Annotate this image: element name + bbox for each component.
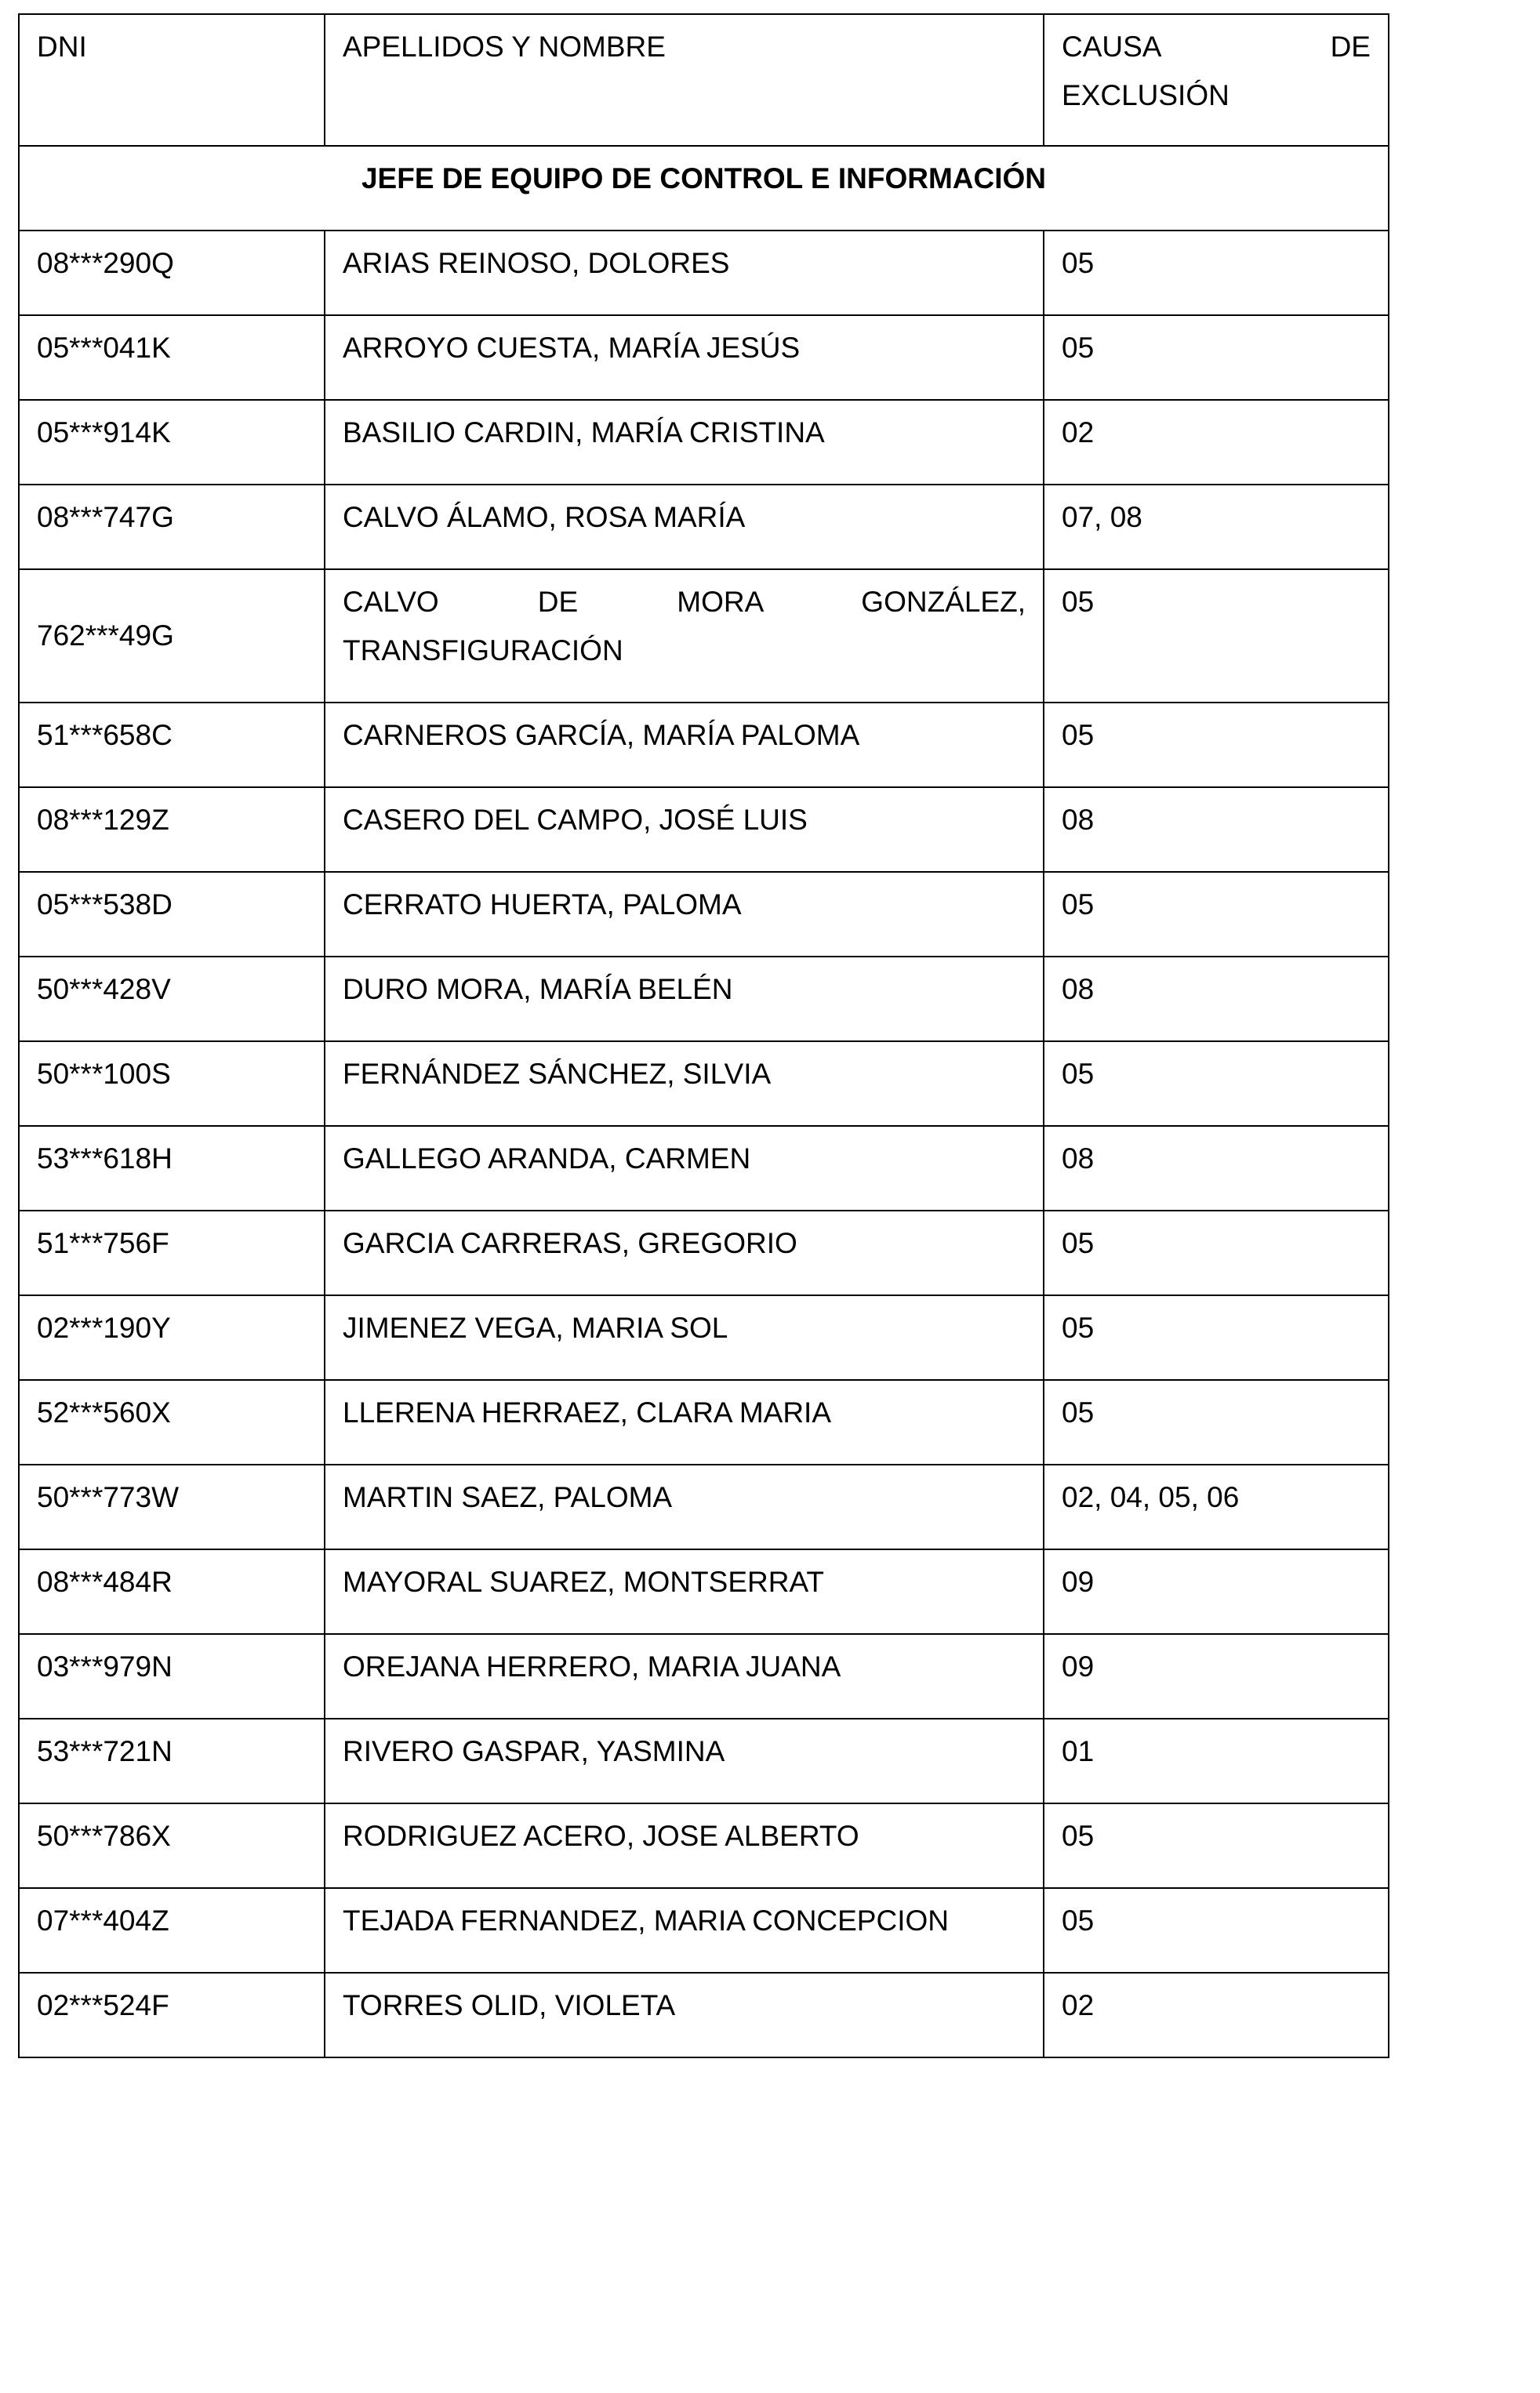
name-cell: DURO MORA, MARÍA BELÉN — [325, 957, 1044, 1041]
section-title: JEFE DE EQUIPO DE CONTROL E INFORMACIÓN — [19, 146, 1389, 231]
dni-cell: 08***747G — [19, 485, 325, 569]
name-cell: FERNÁNDEZ SÁNCHEZ, SILVIA — [325, 1041, 1044, 1126]
cause-cell: 05 — [1044, 1295, 1389, 1380]
cause-cell: 09 — [1044, 1549, 1389, 1634]
name-cell: MARTIN SAEZ, PALOMA — [325, 1465, 1044, 1549]
name-cell: CASERO DEL CAMPO, JOSÉ LUIS — [325, 787, 1044, 872]
name-cell: ARIAS REINOSO, DOLORES — [325, 231, 1044, 315]
dni-cell: 51***756F — [19, 1211, 325, 1295]
dni-cell: 07***404Z — [19, 1888, 325, 1973]
dni-cell: 51***658C — [19, 703, 325, 787]
name-cell: TEJADA FERNANDEZ, MARIA CONCEPCION — [325, 1888, 1044, 1973]
name-cell: CALVO ÁLAMO, ROSA MARÍA — [325, 485, 1044, 569]
name-cell: RODRIGUEZ ACERO, JOSE ALBERTO — [325, 1803, 1044, 1888]
table-row — [19, 1295, 1389, 1380]
dni-cell: 08***129Z — [19, 787, 325, 872]
table-row — [19, 315, 1389, 400]
table-row — [19, 1380, 1389, 1465]
cause-cell: 05 — [1044, 1380, 1389, 1465]
name-cell: BASILIO CARDIN, MARÍA CRISTINA — [325, 400, 1044, 485]
name-cell: JIMENEZ VEGA, MARIA SOL — [325, 1295, 1044, 1380]
table-row — [19, 1211, 1389, 1295]
table-row — [19, 485, 1389, 569]
section-row — [19, 146, 1389, 231]
name-cell: GALLEGO ARANDA, CARMEN — [325, 1126, 1044, 1211]
dni-cell: 50***100S — [19, 1041, 325, 1126]
header-cause — [1044, 14, 1389, 146]
cause-cell: 05 — [1044, 1803, 1389, 1888]
cause-cell: 05 — [1044, 872, 1389, 957]
cause-cell: 05 — [1044, 1211, 1389, 1295]
table-row — [19, 1126, 1389, 1211]
name-cell: CARNEROS GARCÍA, MARÍA PALOMA — [325, 703, 1044, 787]
name-cell: OREJANA HERRERO, MARIA JUANA — [325, 1634, 1044, 1719]
cause-cell: 02 — [1044, 400, 1389, 485]
name-cell: MAYORAL SUAREZ, MONTSERRAT — [325, 1549, 1044, 1634]
name-cell: CERRATO HUERTA, PALOMA — [325, 872, 1044, 957]
table-row — [19, 1465, 1389, 1549]
cause-cell: 08 — [1044, 957, 1389, 1041]
table-row — [19, 1549, 1389, 1634]
cause-cell: 08 — [1044, 787, 1389, 872]
cause-cell: 05 — [1044, 231, 1389, 315]
name-cell: ARROYO CUESTA, MARÍA JESÚS — [325, 315, 1044, 400]
header-dni: DNI — [19, 14, 325, 146]
dni-cell: 05***041K — [19, 315, 325, 400]
name-cell — [325, 569, 1044, 703]
cause-cell: 02 — [1044, 1973, 1389, 2057]
table-row — [19, 957, 1389, 1041]
dni-cell: 52***560X — [19, 1380, 325, 1465]
dni-cell: 53***618H — [19, 1126, 325, 1211]
header-name: APELLIDOS Y NOMBRE — [325, 14, 1044, 146]
cause-cell: 08 — [1044, 1126, 1389, 1211]
name-cell: TORRES OLID, VIOLETA — [325, 1973, 1044, 2057]
table-row — [19, 872, 1389, 957]
dni-cell: 05***538D — [19, 872, 325, 957]
name-line1: CALVO DE MORA GONZÁLEZ, — [343, 586, 1026, 618]
table-row — [19, 1719, 1389, 1803]
table-row — [19, 1888, 1389, 1973]
cause-cell: 05 — [1044, 569, 1389, 703]
cause-cell: 05 — [1044, 1888, 1389, 1973]
table-row — [19, 569, 1389, 703]
dni-cell: 05***914K — [19, 400, 325, 485]
dni-cell: 762***49G — [19, 569, 325, 703]
cause-cell: 01 — [1044, 1719, 1389, 1803]
table-row — [19, 400, 1389, 485]
name-line2: TRANSFIGURACIÓN — [343, 634, 623, 666]
table-row — [19, 1634, 1389, 1719]
dni-cell: 02***524F — [19, 1973, 325, 2057]
table-row — [19, 1803, 1389, 1888]
cause-cell: 05 — [1044, 315, 1389, 400]
dni-cell: 02***190Y — [19, 1295, 325, 1380]
cause-cell: 02, 04, 05, 06 — [1044, 1465, 1389, 1549]
table-row — [19, 703, 1389, 787]
table-row — [19, 787, 1389, 872]
dni-cell: 08***290Q — [19, 231, 325, 315]
name-cell: LLERENA HERRAEZ, CLARA MARIA — [325, 1380, 1044, 1465]
dni-cell: 50***428V — [19, 957, 325, 1041]
cause-cell: 05 — [1044, 1041, 1389, 1126]
table-row — [19, 231, 1389, 315]
cause-cell: 05 — [1044, 703, 1389, 787]
name-cell: GARCIA CARRERAS, GREGORIO — [325, 1211, 1044, 1295]
exclusion-table — [18, 13, 1389, 2058]
header-cause-line2: EXCLUSIÓN — [1062, 79, 1229, 111]
table-header-row — [19, 14, 1389, 146]
cause-cell: 07, 08 — [1044, 485, 1389, 569]
dni-cell: 53***721N — [19, 1719, 325, 1803]
header-cause-line1: CAUSA DE — [1062, 31, 1371, 63]
dni-cell: 08***484R — [19, 1549, 325, 1634]
table-row — [19, 1041, 1389, 1126]
dni-cell: 50***773W — [19, 1465, 325, 1549]
cause-cell: 09 — [1044, 1634, 1389, 1719]
table-row — [19, 1973, 1389, 2057]
dni-cell: 03***979N — [19, 1634, 325, 1719]
dni-cell: 50***786X — [19, 1803, 325, 1888]
name-cell: RIVERO GASPAR, YASMINA — [325, 1719, 1044, 1803]
